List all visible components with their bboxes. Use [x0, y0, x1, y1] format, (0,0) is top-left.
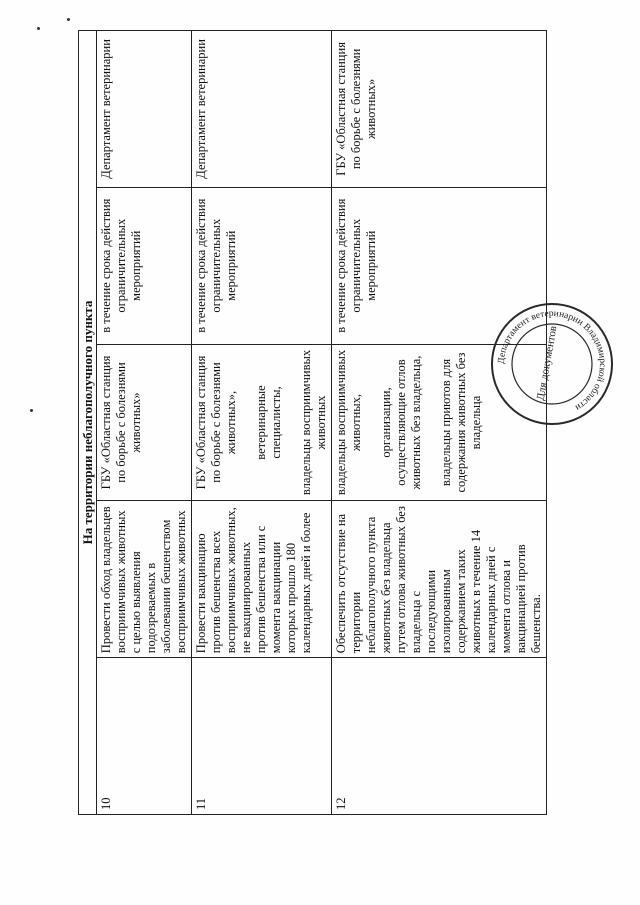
measures-table [78, 30, 547, 815]
table-landscape [78, 30, 543, 815]
executor-text: владельцы восприимчивых животных, [334, 349, 363, 496]
executor-text: организации, осуществляющие отлов животных без владельца, [379, 355, 423, 490]
executor-text: ГБУ «Областная станция по борьбе с болезнями животных» [99, 355, 143, 490]
action-cell: Провести обход владельцев восприимчивых животных с целью выявления подозреваемых в заболевании бешенством восприимчивых животных [97, 501, 192, 658]
term-cell: в течение срока действия ограничительных мероприятий [97, 187, 192, 344]
control-cell: ГБУ «Областная станция по борьбе с болезнями животных» [332, 31, 547, 188]
action-cell: Обеспечить отсутствие на территории неблагополучного пункта животных без владельца путем отлова животных без владельца с последующими изолированным содержанием таких животных в течение 14 календарных дней с момента отлова и вакцинацией против бешенства. [332, 501, 547, 658]
section-header-row [79, 31, 97, 815]
speck [37, 27, 40, 30]
executor-cell [192, 344, 332, 501]
table-row [97, 31, 192, 815]
executor-text: ГБУ «Областная станция по борьбе с болезнями животных», [194, 355, 238, 490]
stamp-ring-text: Департамент ветеринарии Владимирской области [496, 308, 608, 413]
row-number: 11 [192, 658, 332, 815]
executor-text: владельцы приютов для содержания животных без владельца [439, 352, 483, 493]
control-cell: Департамент ветеринарии [97, 31, 192, 188]
executor-text: ветеринарные специалисты, [254, 385, 283, 460]
executor-cell [332, 344, 547, 501]
table-row [332, 31, 547, 815]
executor-cell [97, 344, 192, 501]
table-row [192, 31, 332, 815]
control-cell: Департамент ветеринарии [192, 31, 332, 188]
executor-text: владельцы восприимчивых животных [299, 349, 328, 496]
speck [30, 409, 33, 412]
stamp-center-text: Для документов [534, 324, 560, 402]
rotated-table-wrapper [78, 30, 543, 815]
speck [67, 18, 70, 21]
row-number: 10 [97, 658, 192, 815]
term-cell: в течение срока действия ограничительных мероприятий [332, 187, 547, 344]
row-number: 12 [332, 658, 547, 815]
action-cell: Провести вакцинацию против бешенства всех восприимчивых животных, не вакцинированных против бешенства или с момента вакцинации которых прошло 180 календарных дней и более [192, 501, 332, 658]
section-title: На территории неблагополучного пункта [79, 31, 97, 815]
term-cell: в течение срока действия ограничительных мероприятий [192, 187, 332, 344]
